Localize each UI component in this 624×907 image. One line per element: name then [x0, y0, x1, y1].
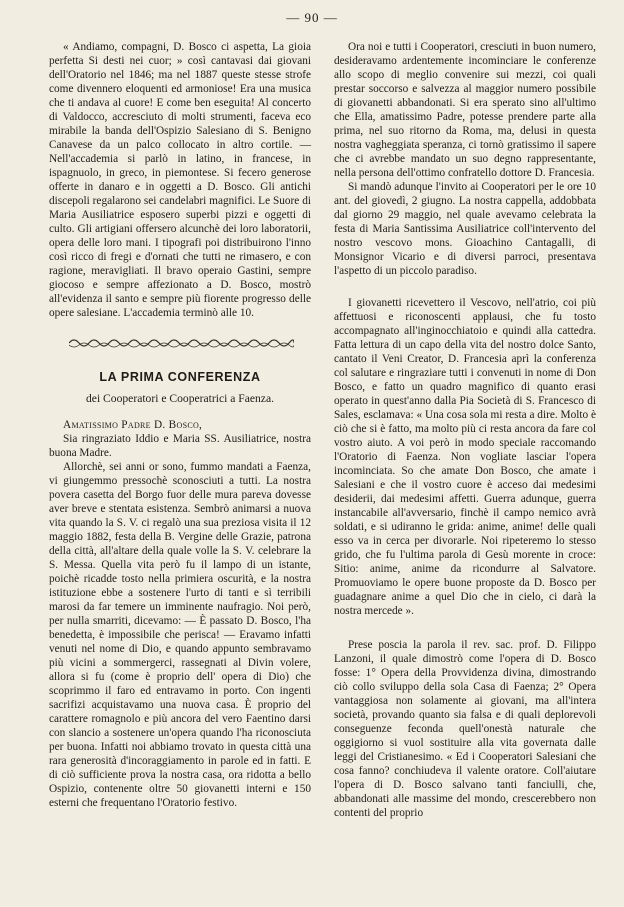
- left-paragraph-3: Allorchè, sei anni or sono, fummo mandati a Faenza, vi giungemmo pressochè sconosciuti a tutti. La nostra povera casetta del Borgo fuor delle mura pareva dovesse aver breve e stentata esistenza. Sembrò animarsi a nuova vita quando la S. V. ci regalò una sua preziosa visita il 12 maggio 1882, festa della B. Vergine delle Grazie, patrona della città, all'altare della quale volle la S. V. celebrare la S. Messa. Quella vita però fu il lampo di un istante, poichè ricadde tosto nella primiera oscurità, e la nostra istituzione ebbe a sostenere l'urto di tanti e sì terribili marosi da far temere un imminente naufragio. Noi però, per nulla smarriti, dicevamo: — È passato D. Bosco, l'ha benedetta, è impossibile che perisca! — Eravamo infatti venuti nel nome di Dio, e quando appunto sembravamo più vicini a sommergerci, rassegnati al Divin volere, allora si fu (come è proprio dell' opera di Dio) che scoprimmo il faro ed entravamo in porto. Con ingenti sacrifizi acquistavamo una nuova casa. È proprio del carattere romagnolo e più ancora del vero Faentino darsi con slancio a sostenere un'opera quando l'ha riconosciuta per buona. Infatti noi abbiamo trovato in questa città una rara generosità d'incoraggiamento in parole ed in fatti. E di ciò sufficiente prova la nostra casa, ora ridotta a bello Ospizio, contenente oltre 50 giovanetti interni e 150 esterni che frequentano l'Oratorio festivo.: [49, 461, 311, 809]
- right-paragraph-2: Si mandò adunque l'invito ai Cooperatori per le ore 10 ant. del giovedì, 2 giugno. La nostra cappella, addobbata dal giorno 29 maggio, nel quale avevamo celebrata la festa di Maria Santissima Ausiliatrice coll'intervento del nostro vescovo mons. Gioachino Cantagalli, di Monsignor Vicario e di diversi parroci, presentava l'aspetto di un piccolo paradiso.: [334, 181, 596, 277]
- right-paragraph-3: I giovanetti ricevettero il Vescovo, nell'atrio, coi più affettuosi e riconoscenti applausi, che fu tosto accompagnato all'inginocchiatoio e quindi alla cattedra. Fatta lettura di un capo della vita del nostro dolce Santo, cantato il Veni Creator, D. Francesia aprì la conferenza col salutare e ringraziare tutti i convenuti in nome di Don Bosco, e fatto un quadro magnifico di quanto erasi operato in quest'anno dalla Pia Società di S. Francesco di Sales, esclamava: « Una cosa sola mi resta a dire. Molto è ciò che si è fatto, ma molto più ci resta ancora da fare col vostro aiuto. A voi però in modo speciale raccomando l'Oratorio di Faenza. Non vogliate lasciar l'opera incominciata. So che amate Don Bosco, che amate i Salesiani e che il vostro cuore è acceso dai medesimi desiderii, dai medesimi affetti. Guerra adunque, guerra instancabile all'avversario, finchè il campo nemico avrà soldati, e si udiranno le grida: anime, anime! delle quali esso va in cerca per divorarle. Noi ripeteremo lo stesso grido, che fu l'ultima parola di Gesù morente in croce: Sitio: anime, anime da ricondurre al Salvatore. Promuoviamo le opere buone proposte da D. Bosco per guadagnare anime a quel Dio che in cielo, ci darà la nostra mercede ».: [334, 297, 596, 617]
- right-paragraph-1: Ora noi e tutti i Cooperatori, cresciuti in buon numero, desideravamo ardentemente incominciare le conferenze allo scopo di meglio convenire sui mezzi, coi quali prestar soccorso e salvezza al maggior numero possibile di giovanetti abbandonati. Si era sperato sino all'ultimo che Ella, amatissimo Padre, potesse prendere parte alla prima, nel suo ritorno da Roma, ma, delusi in questa nostra vagheggiata speranza, ci tornò gratissimo il sapere che ci avrebbe mandato un suo degno rappresentante, nella persona dell'ottimo confratello dottore D. Francesia.: [334, 41, 596, 179]
- section-title: LA PRIMA CONFERENZA: [99, 370, 261, 384]
- ornamental-divider: [69, 336, 294, 350]
- page-number: — 90 —: [286, 10, 338, 25]
- paragraph-gap: [334, 618, 596, 638]
- left-paragraph-2: Sia ringraziato Iddio e Maria SS. Ausiliatrice, nostra buona Madre.: [49, 433, 311, 459]
- right-paragraph-4: Prese poscia la parola il rev. sac. prof. D. Filippo Lanzoni, il quale dimostrò come l'opera di D. Bosco fosse: 1° Opera della Provvidenza divina, dimostrando ciò collo sviluppo della sola Casa di Faenza; 2° Opera vantaggiosa non solamente ai giovani, ma all'intera società, provando quanto sia falsa e di quali deplorevoli conseguenze feconda quell'onestà naturale che oggigiorno si vuol sostituire alla vita governata dalle leggi del Cristianesimo. « Ed i Cooperatori Salesiani che cosa fanno? conchiudeva il valente oratore. Coll'aiutare l'opera di D. Bosco salvano tanti fanciulli, che, abbandonati alle massime del mondo, crescerebbero non contenti del proprio: [334, 639, 596, 819]
- paragraph-gap: [334, 278, 596, 296]
- left-paragraph-1: « Andiamo, compagni, D. Bosco ci aspetta, La gioia perfetta Si desti nei cuor; » così cantavasi dai giovani dell'Oratorio nel 1846; ma nel 1887 queste stesse strofe come divennero eloquenti ed armoniose! Era una musica che ti andava al cuore! E come ben eseguita! Al concerto di Valdocco, accresciuto di molti strumenti, faceva eco mirabile la banda dell'Ospizio Salesiano di S. Benigno Canavese da un palco collocato in altro cortile. — Nell'accademia si parlò in latino, in francese, in ispagnuolo, in greco, in piemontese. Si fecero generose offerte in danaro e in oggetti a D. Bosco. Gli antichi discepoli regalarono sei candelabri magnifici. Le Suore di Maria Ausiliatrice esposero superbi pizzi e oggetti di culto. Gli artigiani offersero alcunchè dei loro laboratorii, opera delle loro mani. I tipografi poi distribuirono l'inno così ricco di fregi e d'ornati che tutti ne rimasero, e con ragione, meravigliati. Il bravo operaio Gastini, sempre giocoso e sempre affezionato a D. Bosco, mostrò all'evidenza il santo e sempre più fiorente progresso delle opere salesiane. L'accademia terminò alle 10.: [49, 41, 311, 319]
- section-subtitle: dei Cooperatori e Cooperatrici a Faenza.: [86, 392, 274, 405]
- right-column: [334, 40, 596, 820]
- salutation: Amatissimo Padre D. Bosco,: [63, 419, 203, 431]
- left-column: [49, 40, 311, 810]
